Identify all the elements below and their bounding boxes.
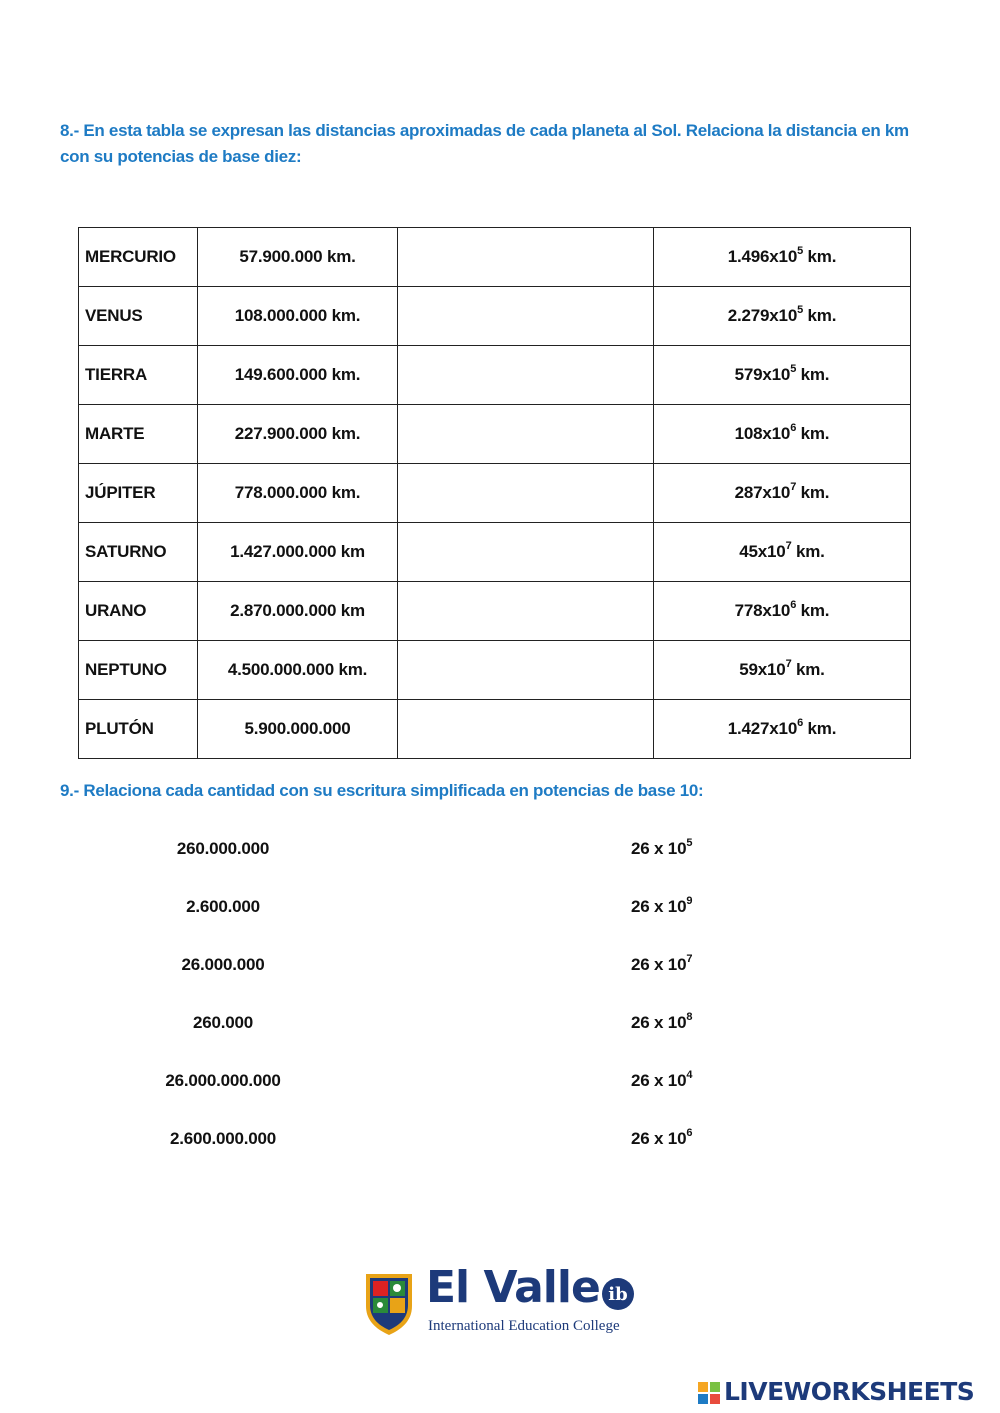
planet-row	[79, 523, 911, 582]
power-exponent: 6	[797, 717, 803, 730]
power-base: 579x10	[734, 365, 791, 384]
matching-row	[0, 1009, 1000, 1039]
answer-cell[interactable]	[398, 464, 654, 523]
answer-cell[interactable]	[398, 523, 654, 582]
answer-cell[interactable]	[398, 287, 654, 346]
power-unit: km.	[796, 483, 830, 502]
power-unit: km.	[803, 306, 837, 325]
power-notation	[654, 700, 911, 759]
answer-cell[interactable]	[398, 346, 654, 405]
power-unit: km.	[796, 601, 830, 620]
question-8-text: 8.- En esta tabla se expresan las distancias aproximadas de cada planeta al Sol. Relaciona la distancia en km con su potencias de base diez:	[60, 121, 909, 166]
power-notation	[654, 582, 911, 641]
matching-power[interactable]	[631, 1129, 692, 1149]
planet-name: VENUS	[79, 287, 198, 346]
matching-power-exponent: 5	[686, 837, 693, 850]
power-base: 1.427x10	[727, 719, 798, 738]
matching-row	[0, 1067, 1000, 1097]
matching-power[interactable]	[631, 1013, 692, 1033]
school-shield-icon	[364, 1272, 414, 1336]
power-notation	[654, 464, 911, 523]
power-unit: km.	[803, 247, 837, 266]
planet-distance: 1.427.000.000 km	[198, 523, 398, 582]
matching-power-exponent: 8	[686, 1011, 693, 1024]
power-unit: km.	[791, 542, 825, 561]
matching-power-base: 26 x 10	[631, 839, 687, 858]
power-base: 45x10	[739, 542, 786, 561]
planet-row	[79, 641, 911, 700]
matching-number[interactable]: 2.600.000	[186, 897, 260, 916]
power-base: 2.279x10	[727, 306, 798, 325]
matching-power-exponent: 6	[686, 1127, 693, 1140]
power-unit: km.	[796, 424, 830, 443]
planet-distance-table	[78, 227, 911, 759]
power-exponent: 5	[790, 363, 797, 376]
matching-number[interactable]: 26.000.000.000	[165, 1071, 281, 1090]
answer-cell[interactable]	[398, 405, 654, 464]
matching-number[interactable]: 260.000.000	[176, 839, 270, 858]
matching-number[interactable]: 2.600.000.000	[169, 1129, 277, 1148]
power-notation	[654, 228, 911, 287]
power-exponent: 6	[790, 422, 797, 435]
matching-power-base: 26 x 10	[631, 1013, 687, 1032]
planet-name: TIERRA	[79, 346, 198, 405]
power-exponent: 5	[797, 304, 803, 317]
matching-power-exponent: 9	[686, 895, 693, 908]
planet-name: JÚPITER	[79, 464, 198, 523]
power-base: 287x10	[734, 483, 791, 502]
power-notation	[654, 346, 911, 405]
answer-cell[interactable]	[398, 700, 654, 759]
power-unit: km.	[796, 365, 830, 384]
planet-name: MARTE	[79, 405, 198, 464]
answer-cell[interactable]	[398, 582, 654, 641]
planet-name: MERCURIO	[79, 228, 198, 287]
power-notation	[654, 523, 911, 582]
power-exponent: 7	[790, 481, 797, 494]
matching-number[interactable]: 260.000	[192, 1013, 254, 1032]
answer-cell[interactable]	[398, 641, 654, 700]
matching-power[interactable]	[631, 897, 692, 917]
liveworksheets-text: LIVEWORKSHEETS	[724, 1377, 975, 1406]
school-logo	[364, 1262, 644, 1340]
planet-distance: 5.900.000.000	[198, 700, 398, 759]
matching-power-base: 26 x 10	[631, 955, 687, 974]
answer-cell[interactable]	[398, 228, 654, 287]
power-base: 1.496x10	[727, 247, 798, 266]
liveworksheets-logo-icon	[698, 1382, 720, 1404]
power-exponent: 5	[797, 245, 803, 258]
matching-row	[0, 835, 1000, 865]
planet-distance: 149.600.000 km.	[198, 346, 398, 405]
power-base: 59x10	[739, 660, 786, 679]
planet-distance: 778.000.000 km.	[198, 464, 398, 523]
power-unit: km.	[803, 719, 837, 738]
planet-name: PLUTÓN	[79, 700, 198, 759]
power-base: 778x10	[734, 601, 791, 620]
matching-power-base: 26 x 10	[631, 1071, 687, 1090]
planet-name: SATURNO	[79, 523, 198, 582]
matching-power[interactable]	[631, 839, 692, 859]
planet-row	[79, 464, 911, 523]
planet-row	[79, 582, 911, 641]
planet-distance: 57.900.000 km.	[198, 228, 398, 287]
question-9-text: 9.- Relaciona cada cantidad con su escritura simplificada en potencias de base 10:	[60, 781, 704, 800]
matching-row	[0, 893, 1000, 923]
matching-power[interactable]	[631, 955, 692, 975]
ib-badge-icon	[600, 1276, 636, 1312]
matching-power-base: 26 x 10	[631, 1129, 687, 1148]
matching-power-exponent: 7	[686, 953, 693, 966]
matching-power[interactable]	[631, 1071, 692, 1091]
planet-row	[79, 700, 911, 759]
planet-row	[79, 405, 911, 464]
matching-power-base: 26 x 10	[631, 897, 687, 916]
planet-row	[79, 287, 911, 346]
power-notation	[654, 641, 911, 700]
matching-power-exponent: 4	[686, 1069, 693, 1082]
matching-row	[0, 951, 1000, 981]
power-base: 108x10	[734, 424, 791, 443]
school-name: El Valle	[426, 1262, 600, 1313]
planet-distance: 2.870.000.000 km	[198, 582, 398, 641]
school-subtitle: International Education College	[428, 1318, 620, 1334]
power-exponent: 7	[785, 540, 792, 553]
planet-distance: 108.000.000 km.	[198, 287, 398, 346]
planet-name: NEPTUNO	[79, 641, 198, 700]
power-notation	[654, 405, 911, 464]
matching-row	[0, 1125, 1000, 1155]
planet-distance: 4.500.000.000 km.	[198, 641, 398, 700]
power-unit: km.	[791, 660, 825, 679]
power-notation	[654, 287, 911, 346]
power-exponent: 6	[790, 599, 797, 612]
planet-row	[79, 228, 911, 287]
planet-name: URANO	[79, 582, 198, 641]
ib-badge-text: ib	[608, 1284, 628, 1305]
planet-distance: 227.900.000 km.	[198, 405, 398, 464]
planet-row	[79, 346, 911, 405]
power-exponent: 7	[785, 658, 792, 671]
matching-number[interactable]: 26.000.000	[181, 955, 265, 974]
